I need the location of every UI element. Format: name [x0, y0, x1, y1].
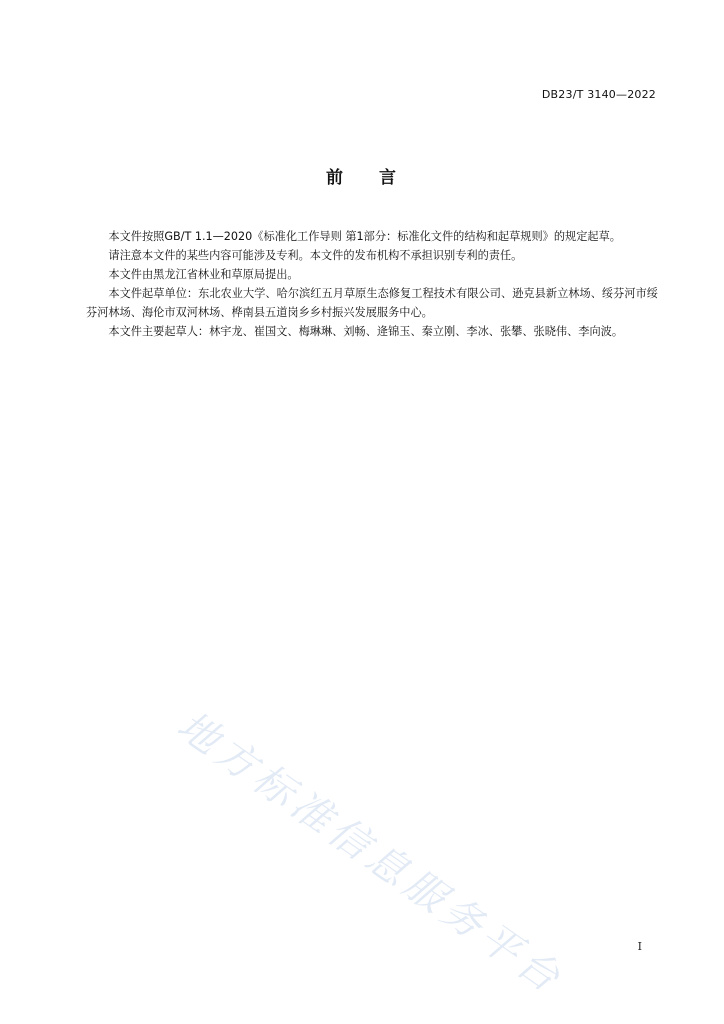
- page-title: [0, 163, 724, 188]
- paragraph-drafters: 本文件主要起草人：林宇龙、崔国文、梅琳琳、刘畅、逄锦玉、秦立刚、李冰、张攀、张晓伟、李向波。: [108, 325, 624, 338]
- paragraph-drafting-basis: 本文件按照GB/T 1.1—2020《标准化工作导则 第1部分：标准化文件的结构和起草规则》的规定起草。: [108, 230, 621, 243]
- paragraph-drafting-units: 本文件起草单位：东北农业大学、哈尔滨红五月草原生态修复工程技术有限公司、逊克县新立林场、绥芬河市绥芬河林场、海伦市双河林场、桦南县五道岗乡乡村振兴发展服务中心。: [86, 287, 658, 319]
- watermark: 地方标准信息服务平台: [168, 702, 572, 1005]
- title-char-2: 言: [379, 168, 398, 188]
- paragraph-proposer: 本文件由黑龙江省林业和草原局提出。: [108, 268, 299, 281]
- document-code: DB23/T 3140—2022: [541, 88, 656, 101]
- paragraph-patent-notice: 请注意本文件的某些内容可能涉及专利。本文件的发布机构不承担识别专利的责任。: [108, 249, 523, 262]
- page-number: I: [637, 940, 642, 953]
- title-char-1: 前: [326, 168, 345, 188]
- foreword-body: [86, 227, 658, 341]
